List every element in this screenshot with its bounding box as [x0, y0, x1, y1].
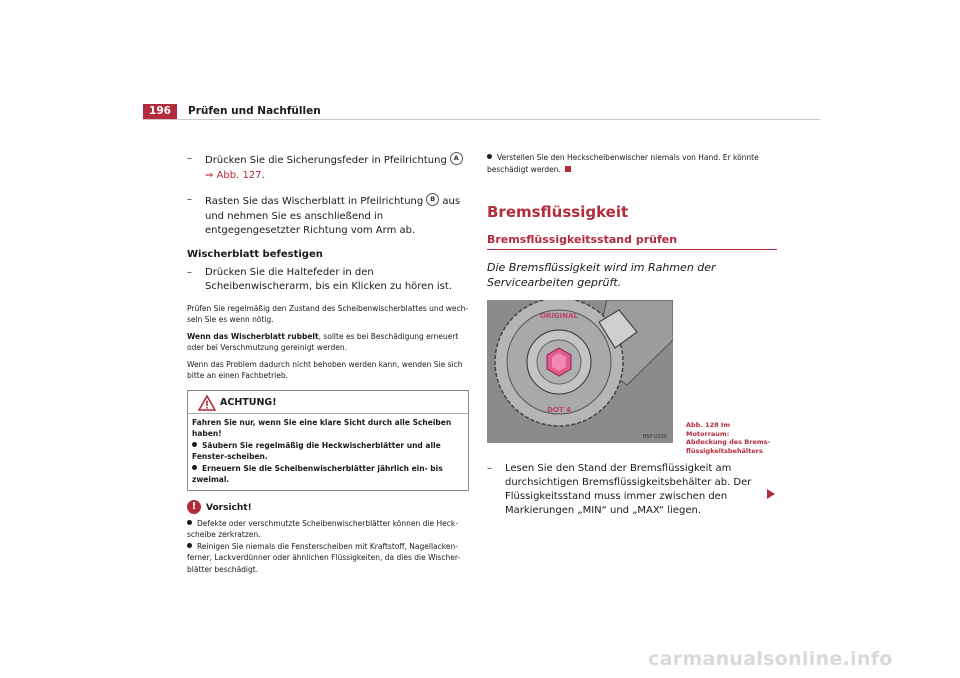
caution-bullet-text: Reinigen Sie niemals die Fensterscheiben mit Kraftstoff, Nagellacken-ferner, Lackverdünner oder ähnlichen Flüssigkeiten, da dies die Wischer-blätter beschädigt.	[187, 541, 461, 574]
cap-lettering: ORIGINAL	[539, 312, 579, 320]
cap-lettering: DOT 4	[547, 406, 571, 414]
brake-fluid-cap-illustration-icon	[487, 300, 673, 443]
step-dash: –	[487, 463, 492, 474]
warning-title: ACHTUNG!	[220, 396, 277, 408]
figure-reference-link[interactable]: ⇒ Abb. 127	[205, 169, 262, 181]
step1-tail: .	[261, 169, 265, 181]
watermark: carmanualsonline.info	[648, 648, 893, 670]
caution-bullet-text: Defekte oder verschmutzte Scheibenwischerblätter können die Heck-scheibe zerkratzen.	[187, 518, 458, 539]
warning-body	[188, 414, 468, 486]
bullet-icon	[487, 154, 492, 159]
step-press-holder	[187, 266, 469, 295]
subheading-attach-blade: Wischerblatt befestigen	[187, 248, 323, 260]
figure-code: B5P-0035	[642, 434, 667, 440]
paragraph-bold-lead: Wenn das Wischerblatt rubbelt	[187, 331, 319, 341]
section-end-mark-icon	[565, 166, 571, 172]
bullet-icon	[192, 442, 197, 447]
caution-title: Vorsicht!	[206, 502, 252, 513]
step-remove-blade	[187, 193, 469, 239]
step-dash: –	[187, 153, 192, 164]
page-number: 196	[143, 104, 177, 119]
caution-header	[187, 500, 469, 518]
step-dash: –	[187, 266, 192, 278]
bullet-icon	[192, 465, 197, 470]
section-title: Bremsflüssigkeit	[487, 203, 629, 221]
warning-triangle-icon	[198, 395, 216, 411]
paragraph-workshop: Wenn das Problem dadurch nicht behoben werden kann, wenden Sie sich bitte an einen Fachbetrieb.	[187, 359, 463, 380]
next-page-arrow-icon	[767, 489, 775, 499]
figure-brake-fluid-cap	[487, 300, 673, 443]
callout-badge-b: B	[426, 193, 439, 206]
paragraph-rest: , sollte es bei Beschädigung erneuert oder bei Verschmutzung gereinigt werden.	[187, 331, 459, 352]
step3-text: Drücken Sie die Haltefeder in den Scheibenwischerarm, bis ein Klicken zu hören ist.	[205, 266, 452, 292]
right-column	[487, 152, 777, 518]
paragraph-check-blade: Prüfen Sie regelmäßig den Zustand des Scheibenwischerblattes und wech-seln Sie es wenn nötig.	[187, 303, 469, 324]
bullet-icon	[187, 543, 192, 548]
warning-bullet	[192, 463, 464, 486]
caution-body	[187, 518, 469, 576]
continued-bullet	[487, 152, 777, 175]
step2-text: Rasten Sie das Wischerblatt in Pfeilrichtung	[205, 196, 424, 207]
step-read-level-text: Lesen Sie den Stand der Bremsflüssigkeit am durchsichtigen Bremsflüssigkeitsbehälter ab. Der Flüssigkeitsstand muss immer zwischen den Markierungen „MIN“ und „MAX“ liegen.	[505, 463, 752, 516]
intro-text: Die Bremsflüssigkeit wird im Rahmen der Servicearbeiten geprüft.	[487, 261, 716, 289]
step-dash: –	[187, 194, 192, 205]
caution-bullet	[187, 541, 469, 576]
bullet-icon	[187, 520, 192, 525]
left-column	[187, 152, 469, 575]
warning-line: Fahren Sie nur, wenn Sie eine klare Sicht durch alle Scheiben haben!	[192, 417, 452, 438]
step-press-spring	[187, 152, 469, 183]
warning-bullet-text: Säubern Sie regelmäßig die Heckwischerblätter und alle Fenster-scheiben.	[192, 440, 441, 461]
warning-bullet-text: Erneuern Sie die Scheibenwischerblätter jährlich ein- bis zweimal.	[192, 463, 443, 484]
warning-bullet	[192, 440, 464, 463]
step2-tail: aus und nehmen Sie es anschließend in entgegengesetzter Richtung vom Arm ab.	[205, 196, 461, 236]
figure-caption: Abb. 128 Im Motorraum: Abdeckung des Brems-flüssigkeitsbehälters	[686, 421, 771, 455]
callout-badge-a: A	[450, 152, 463, 165]
running-header-title: Prüfen und Nachfüllen	[188, 105, 321, 117]
warning-box	[187, 390, 469, 491]
step-read-level	[487, 462, 777, 518]
continued-bullet-text: Verstellen Sie den Heckscheibenwischer niemals von Hand. Er könnte beschädigt werden.	[487, 153, 759, 174]
caution-exclamation-icon: !	[187, 500, 201, 514]
step1-text: Drücken Sie die Sicherungsfeder in Pfeilrichtung	[205, 155, 447, 166]
subsection-title: Bremsflüssigkeitsstand prüfen	[487, 233, 777, 250]
paragraph-blade-judder	[187, 331, 469, 354]
caution-bullet	[187, 518, 469, 541]
warning-header	[188, 391, 468, 414]
header-rule	[143, 119, 820, 120]
